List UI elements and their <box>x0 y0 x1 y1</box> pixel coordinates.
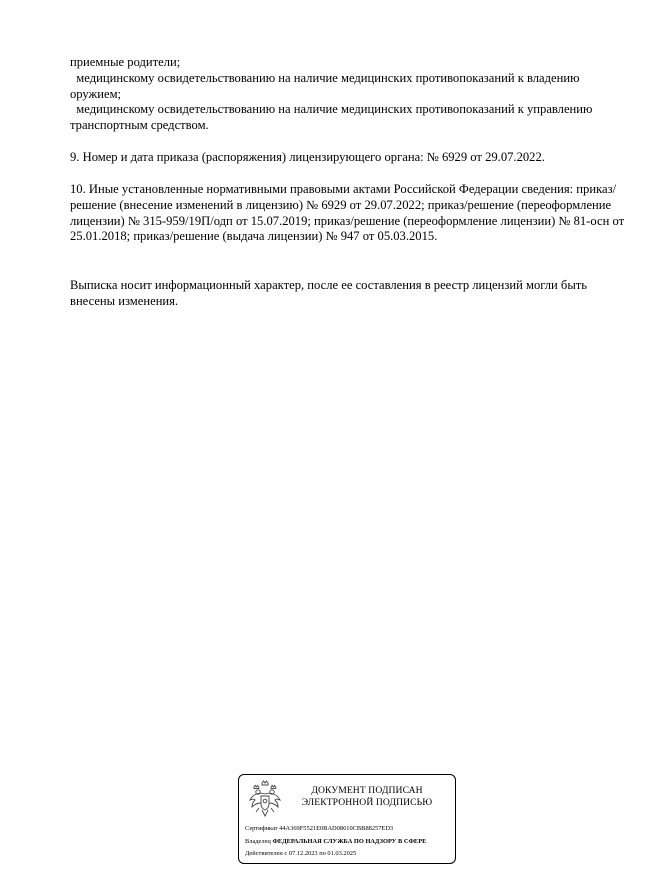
coat-of-arms-icon <box>248 780 282 820</box>
certificate-value: 44A369F5521E0BAD08610CBB88257ED3 <box>279 825 394 832</box>
owner-label: Владелец <box>245 838 271 845</box>
list-item: медицинскому освидетельствованию на наличие медицинских противопоказаний к управлению транспортным средством. <box>70 102 596 133</box>
stamp-certificate <box>245 825 393 833</box>
order-number-section <box>70 150 630 166</box>
electronic-signature-stamp <box>238 774 456 864</box>
disclaimer-section <box>70 278 630 310</box>
order-number-text: 9. Номер и дата приказа (распоряжения) лицензирующего органа: № 6929 от 29.07.2022. <box>70 150 545 164</box>
list-item: медицинскому освидетельствованию на наличие медицинских противопоказаний к владению оружием; <box>70 70 583 101</box>
other-info-text: 10. Иные установленные нормативными правовыми актами Российской Федерации сведения: приказ/решение (внесение изменений в лицензию) № 6929 от 29.07.2022; приказ/решение (переоформление лицензии) № 315-959/19П/одп от 15.07.2019; приказ/решение (переоформление лицензии) № 81-осн от 25.01.2018; приказ/решение (выдача лицензии) № 947 от 05.03.2015. <box>70 182 628 244</box>
certificate-label: Сертификат <box>245 825 278 832</box>
stamp-validity: Действителен с 07.12.2023 по 01.03.2025 <box>245 850 357 857</box>
list-item: приемные родители; <box>70 55 181 69</box>
owner-value: ФЕДЕРАЛЬНАЯ СЛУЖБА ПО НАДЗОРУ В СФЕРЕ <box>272 838 427 845</box>
stamp-title-line: ЭЛЕКТРОННОЙ ПОДПИСЬЮ <box>301 797 433 808</box>
activity-list <box>70 55 630 134</box>
disclaimer-text: Выписка носит информационный характер, после ее составления в реестр лицензий могли быть внесены изменения. <box>70 278 591 308</box>
stamp-title <box>287 785 447 809</box>
stamp-owner <box>245 838 426 846</box>
other-info-section <box>70 182 630 245</box>
stamp-title-line: ДОКУМЕНТ ПОДПИСАН <box>311 785 423 796</box>
